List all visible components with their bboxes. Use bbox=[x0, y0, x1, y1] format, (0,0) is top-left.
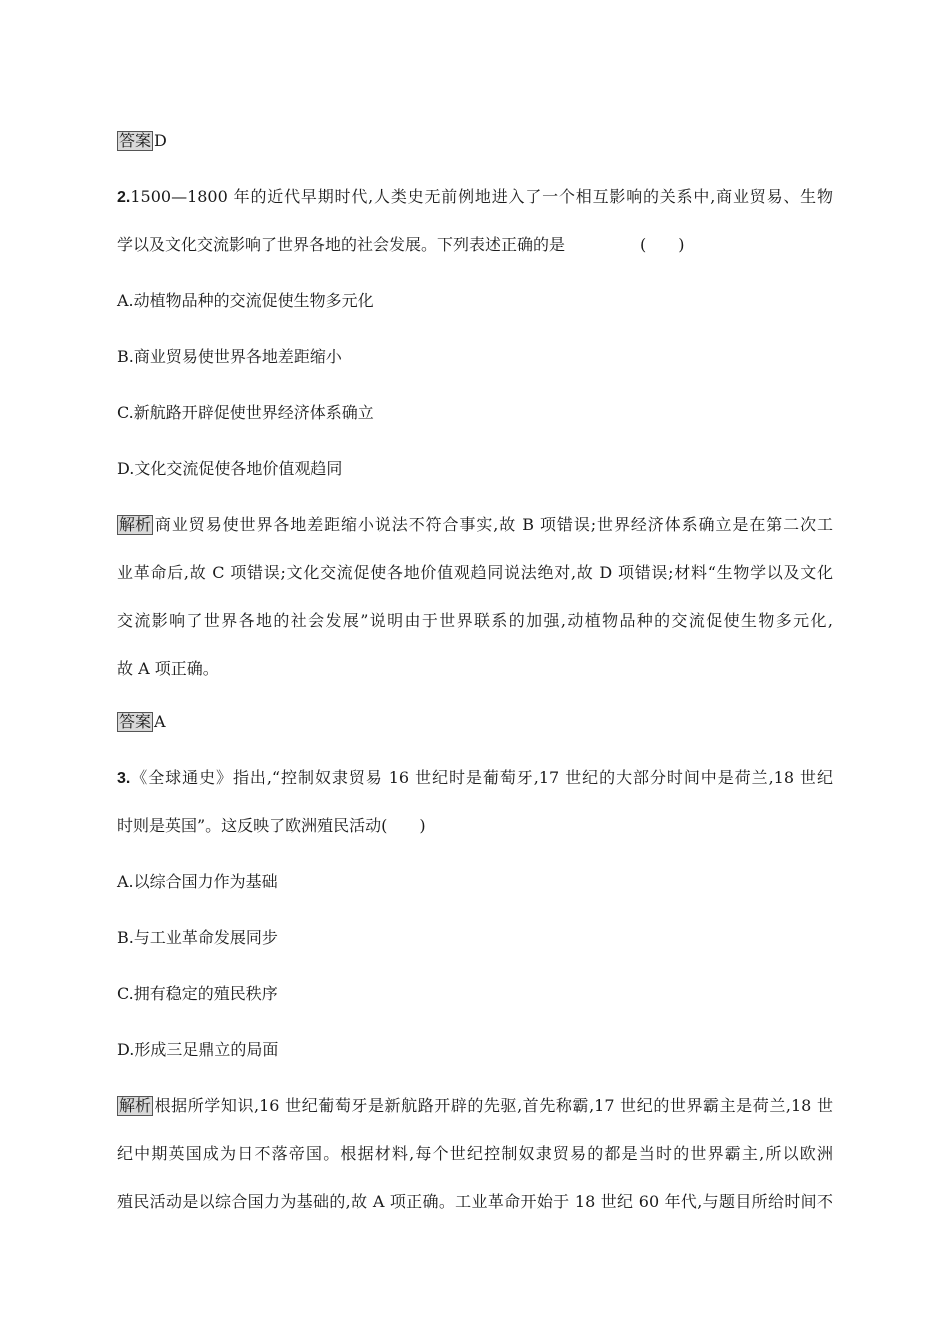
answer-blank: ( ) bbox=[640, 235, 685, 254]
option-b: B.商业贸易使世界各地差距缩小 bbox=[117, 347, 342, 366]
question-stem-line: 3.《全球通史》指出,“控制奴隶贸易 16 世纪时是葡萄牙,17 世纪的大部分时间中是荷兰,18 世纪 bbox=[117, 768, 833, 787]
option-c: C.拥有稳定的殖民秩序 bbox=[117, 984, 278, 1003]
question-stem-line: 2.1500—1800 年的近代早期时代,人类史无前例地进入了一个相互影响的关系中,商业贸易、生物 bbox=[117, 187, 833, 206]
option-d: D.形成三足鼎立的局面 bbox=[117, 1040, 279, 1059]
analysis-line: 交流影响了世界各地的社会发展”说明由于世界联系的加强,动植物品种的交流促使生物多元化, bbox=[117, 611, 833, 630]
question-number: 2. bbox=[117, 189, 131, 206]
answer-value: A bbox=[154, 712, 166, 731]
analysis-line: 故 A 项正确。 bbox=[117, 659, 219, 678]
answer-tag: 答案 bbox=[119, 131, 152, 150]
option-c: C.新航路开辟促使世界经济体系确立 bbox=[117, 403, 374, 422]
analysis-line: 纪中期英国成为日不落帝国。根据材料,每个世纪控制奴隶贸易的都是当时的世界霸主,所以欧洲 bbox=[117, 1144, 833, 1163]
analysis-tag: 解析 bbox=[119, 515, 152, 534]
analysis-tag: 解析 bbox=[119, 1096, 152, 1115]
analysis-line: 解析 商业贸易使世界各地差距缩小说法不符合事实,故 B 项错误;世界经济体系确立是在第二次工 bbox=[119, 515, 833, 534]
question-stem-line: 时则是英国”。这反映了欧洲殖民活动( ) bbox=[117, 816, 426, 835]
answer-line bbox=[117, 711, 166, 733]
answer-tag: 答案 bbox=[119, 712, 152, 731]
option-b: B.与工业革命发展同步 bbox=[117, 928, 278, 947]
option-d: D.文化交流促使各地价值观趋同 bbox=[117, 459, 343, 478]
option-a: A.动植物品种的交流促使生物多元化 bbox=[117, 291, 374, 310]
answer-value: D bbox=[154, 131, 167, 150]
analysis-line: 解析 根据所学知识,16 世纪葡萄牙是新航路开辟的先驱,首先称霸,17 世纪的世界霸主是荷兰,18 世 bbox=[119, 1096, 833, 1115]
answer-line bbox=[117, 130, 167, 152]
question-number: 3. bbox=[117, 770, 131, 787]
option-a: A.以综合国力作为基础 bbox=[117, 872, 278, 891]
question-stem-line: 学以及文化交流影响了世界各地的社会发展。下列表述正确的是 bbox=[117, 235, 566, 254]
analysis-line: 殖民活动是以综合国力为基础的,故 A 项正确。工业革命开始于 18 世纪 60 年代,与题目所给时间不 bbox=[117, 1192, 833, 1211]
analysis-line: 业革命后,故 C 项错误;文化交流促使各地价值观趋同说法绝对,故 D 项错误;材料“生物学以及文化 bbox=[117, 563, 833, 582]
